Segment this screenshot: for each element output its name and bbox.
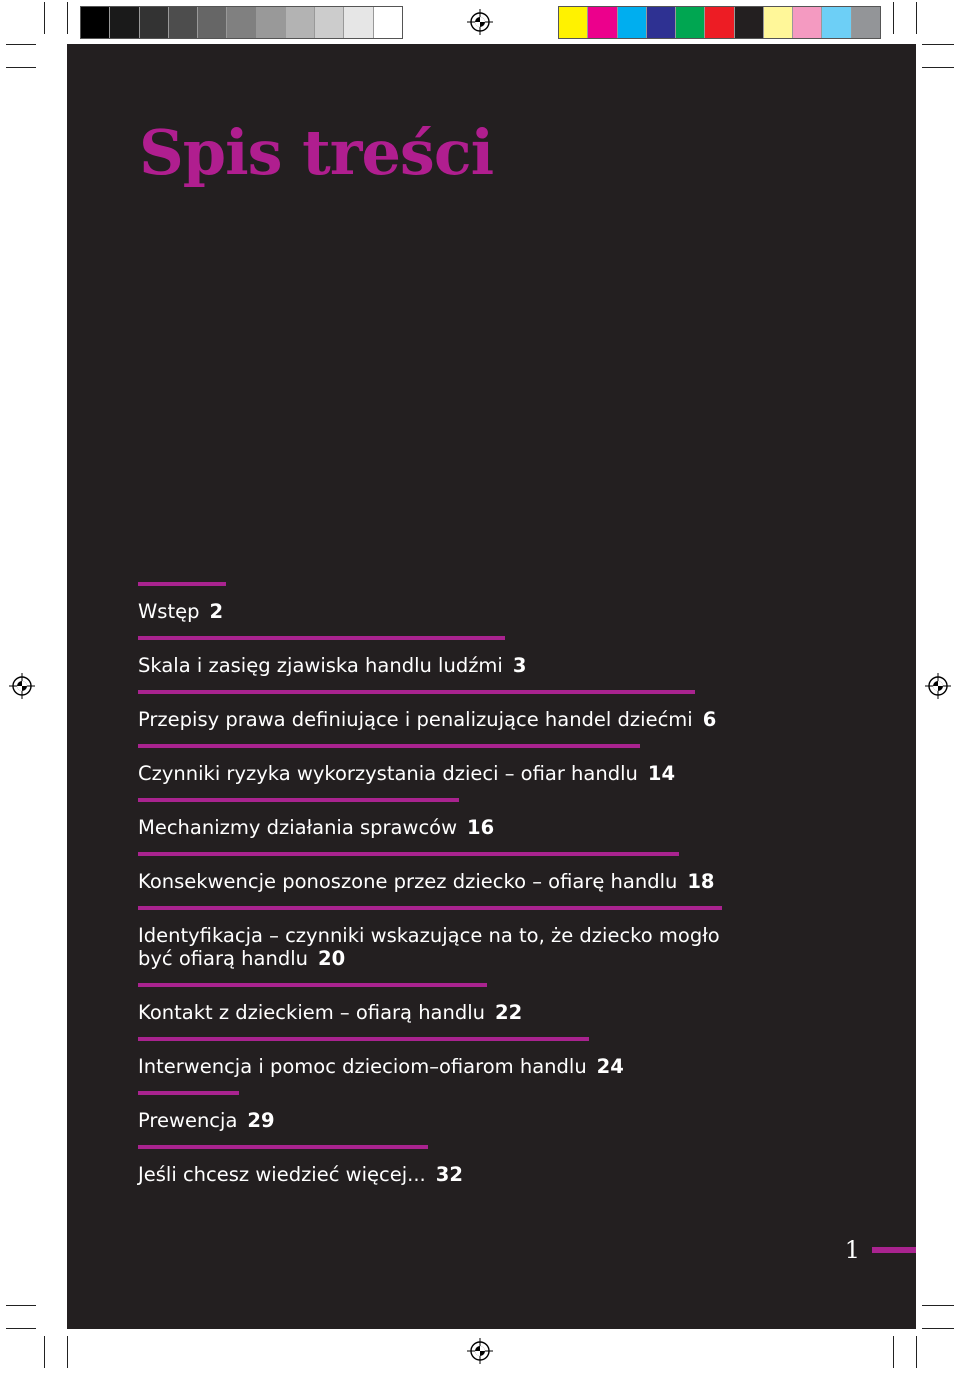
- crop-mark-top-left-v: [67, 2, 68, 34]
- registration-mark-bottom-icon: [467, 1338, 493, 1364]
- toc-entry-text: [138, 586, 758, 636]
- toc-entry-text: [138, 640, 758, 690]
- toc-entry-page-number: 6: [702, 708, 717, 731]
- toc-entry-label: Konsekwencje ponoszone przez dziecko – ofiarę handlu: [138, 870, 678, 893]
- toc-entry-page-number: 2: [209, 600, 224, 623]
- grayscale-color-bar: [80, 6, 403, 39]
- bleed-mark-right-top: [922, 44, 954, 45]
- bleed-mark-left-bottom: [6, 1328, 36, 1329]
- toc-entry[interactable]: [138, 983, 758, 1037]
- toc-entry-page-number: 14: [647, 762, 676, 785]
- toc-entry-text: [138, 694, 758, 744]
- process-color-swatch: [793, 7, 822, 38]
- toc-entry-label: Mechanizmy działania sprawców: [138, 816, 458, 839]
- bleed-mark-top-right: [893, 2, 894, 34]
- toc-entry-text: [138, 1095, 758, 1145]
- toc-entry[interactable]: [138, 636, 758, 690]
- crop-mark-bottom-left-v: [67, 1336, 68, 1368]
- bleed-mark-bottom-left: [44, 1336, 45, 1368]
- toc-entry[interactable]: [138, 690, 758, 744]
- gray-swatch: [374, 7, 402, 38]
- process-color-swatch: [559, 7, 588, 38]
- registration-mark-left-icon: [9, 673, 35, 699]
- process-color-swatch: [822, 7, 851, 38]
- toc-entry-text: [138, 987, 758, 1037]
- process-color-swatch: [735, 7, 764, 38]
- toc-entry-label: Kontakt z dzieckiem – ofiarą handlu: [138, 1001, 486, 1024]
- process-color-swatch: [676, 7, 705, 38]
- registration-mark-right-icon: [925, 673, 951, 699]
- gray-swatch: [81, 7, 110, 38]
- toc-entry-text: [138, 910, 758, 983]
- toc-entry-label: Jeśli chcesz wiedzieć więcej...: [138, 1163, 426, 1186]
- process-color-swatch: [618, 7, 647, 38]
- toc-entry-label: Skala i zasięg zjawiska handlu ludźmi: [138, 654, 503, 677]
- crop-mark-top-right-h: [922, 67, 954, 68]
- process-color-swatch: [588, 7, 617, 38]
- gray-swatch: [227, 7, 256, 38]
- toc-entry-text: [138, 748, 758, 798]
- toc-entry-text: [138, 802, 758, 852]
- bleed-mark-bottom-right: [893, 1336, 894, 1368]
- toc-entry[interactable]: [138, 1145, 758, 1199]
- toc-entry[interactable]: [138, 582, 758, 636]
- gray-swatch: [315, 7, 344, 38]
- crop-mark-top-left-h: [6, 67, 36, 68]
- toc-entry-label: Interwencja i pomoc dzieciom–ofiarom handlu: [138, 1055, 587, 1078]
- toc-entry[interactable]: [138, 798, 758, 852]
- toc-entry-page-number: 24: [596, 1055, 624, 1078]
- toc-entry[interactable]: [138, 906, 758, 983]
- bleed-mark-top-left: [44, 2, 45, 34]
- toc-entry-label: Identyfikacja – czynniki wskazujące na to, że dziecko mogło być ofiarą handlu: [138, 924, 720, 970]
- gray-swatch: [110, 7, 139, 38]
- bleed-mark-left-top: [6, 44, 36, 45]
- toc-entry-page-number: 29: [247, 1109, 275, 1132]
- process-color-swatch: [852, 7, 880, 38]
- book-page: [67, 44, 916, 1329]
- bleed-mark-right-bottom: [922, 1328, 954, 1329]
- gray-swatch: [257, 7, 286, 38]
- toc-entry-label: Prewencja: [138, 1109, 238, 1132]
- page-number-rule: [872, 1247, 916, 1253]
- process-color-swatch: [705, 7, 734, 38]
- toc-entry[interactable]: [138, 1091, 758, 1145]
- toc-entry-text: [138, 1041, 758, 1091]
- toc-entry-page-number: 20: [318, 947, 346, 970]
- gray-swatch: [140, 7, 169, 38]
- gray-swatch: [169, 7, 198, 38]
- gray-swatch: [198, 7, 227, 38]
- toc-entry-text: [138, 1149, 758, 1199]
- toc-entry-page-number: 3: [512, 654, 527, 677]
- page-number: 1: [844, 1236, 860, 1264]
- toc-entry[interactable]: [138, 1037, 758, 1091]
- process-color-bar: [558, 6, 881, 39]
- toc-entry[interactable]: [138, 744, 758, 798]
- toc-entry-label: Czynniki ryzyka wykorzystania dzieci – ofiar handlu: [138, 762, 638, 785]
- crop-mark-bottom-right-h: [922, 1305, 954, 1306]
- process-color-swatch: [647, 7, 676, 38]
- registration-mark-top-icon: [467, 9, 493, 35]
- gray-swatch: [344, 7, 373, 38]
- toc-entry-page-number: 32: [435, 1163, 463, 1186]
- toc-entry[interactable]: [138, 852, 758, 906]
- toc-entry-text: [138, 856, 758, 906]
- page-footer: [845, 1236, 916, 1264]
- toc-entry-page-number: 18: [687, 870, 715, 893]
- gray-swatch: [286, 7, 315, 38]
- crop-mark-top-right-v: [916, 2, 917, 34]
- table-of-contents: [138, 582, 758, 1199]
- process-color-swatch: [764, 7, 793, 38]
- crop-mark-bottom-right-v: [916, 1336, 917, 1368]
- toc-entry-page-number: 16: [467, 816, 495, 839]
- crop-mark-bottom-left-h: [6, 1305, 36, 1306]
- toc-entry-page-number: 22: [495, 1001, 523, 1024]
- toc-entry-label: Wstęp: [138, 600, 200, 623]
- page-title: Spis treści: [139, 116, 494, 189]
- toc-entry-label: Przepisy prawa definiujące i penalizujące handel dziećmi: [138, 708, 693, 731]
